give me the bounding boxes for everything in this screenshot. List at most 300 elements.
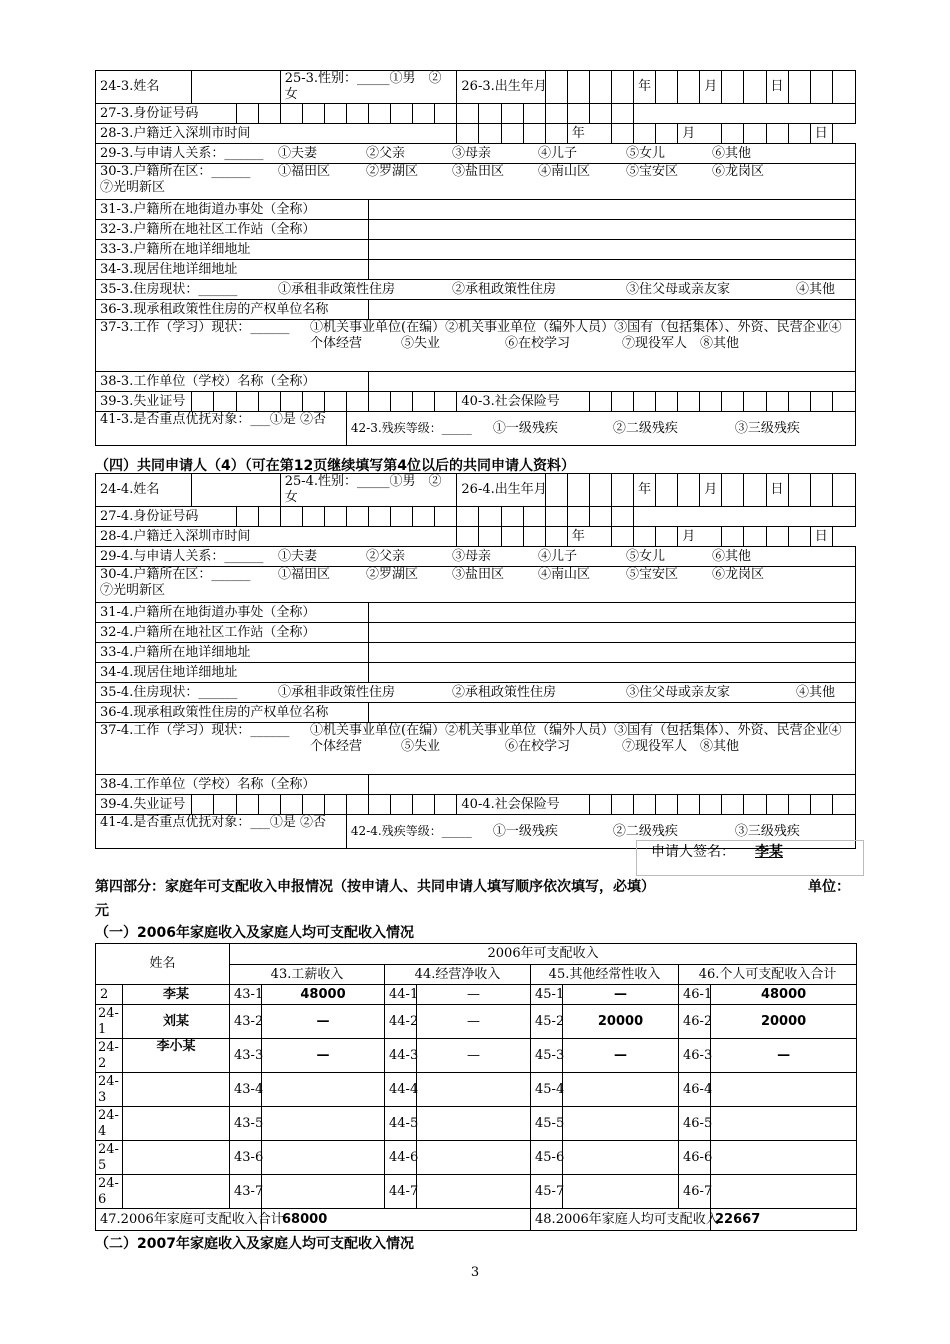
a3-id-digit[interactable] bbox=[302, 104, 324, 124]
a3-social-digit[interactable] bbox=[589, 392, 611, 412]
a4-unemp-digit[interactable] bbox=[346, 795, 368, 815]
a3-dob-cell[interactable] bbox=[810, 71, 832, 104]
a3-gender-label[interactable]: 25-3.性别：_____①男 ②女 bbox=[280, 71, 457, 104]
table-row bbox=[96, 1107, 857, 1141]
a3-dob-cell[interactable] bbox=[722, 71, 744, 104]
a3-housing-label: 35-3.住房现状：______ bbox=[100, 281, 238, 297]
a4-priority[interactable]: 41-4.是否重点优抚对象：___①是 ②否 bbox=[96, 815, 347, 849]
a3-social-digit[interactable] bbox=[744, 392, 766, 412]
a4-work-options[interactable]: ①机关事业单位(在编）②机关事业单位（编外人员）③国有（包括集体）、外资、民营企业④个体经营 ⑤失业 ⑥在校学习 ⑦现役军人 ⑧其他 bbox=[310, 723, 842, 754]
a4-district-row[interactable] bbox=[96, 567, 856, 603]
a3-dob-cell[interactable] bbox=[545, 71, 567, 104]
a3-id-digit[interactable] bbox=[258, 104, 280, 124]
cell-value[interactable]: — bbox=[711, 1039, 857, 1073]
applicant3-table bbox=[95, 70, 856, 446]
a4-unemp-digit[interactable] bbox=[258, 795, 280, 815]
a3-unemp-digit[interactable] bbox=[236, 392, 258, 412]
a4-time-year: 年 bbox=[567, 527, 611, 547]
a3-unemp-digit[interactable] bbox=[391, 392, 413, 412]
a4-dob-cell[interactable] bbox=[589, 474, 611, 507]
cell-code: 45-7 bbox=[531, 1175, 563, 1209]
cell-code: 44-2 bbox=[385, 1005, 417, 1039]
cell-value[interactable] bbox=[711, 1073, 857, 1107]
a4-dob-cell[interactable] bbox=[810, 474, 832, 507]
a4-social-digit[interactable] bbox=[678, 795, 700, 815]
a4-id-digit[interactable] bbox=[523, 507, 545, 527]
a3-dob-cell[interactable] bbox=[744, 71, 766, 104]
a4-id-digit[interactable] bbox=[280, 507, 302, 527]
a3-relation-label: 29-3.与申请人关系：______ bbox=[100, 145, 264, 161]
a4-unemp-digit[interactable] bbox=[435, 795, 457, 815]
a3-month: 月 bbox=[700, 71, 722, 104]
a3-id-digit[interactable] bbox=[236, 104, 258, 124]
a4-district-option[interactable]: ②罗湖区 bbox=[366, 567, 419, 582]
a4-work-label: 37-4.工作（学习）现状：______ bbox=[100, 723, 290, 738]
a4-disability-option[interactable]: ③三级残疾 bbox=[734, 824, 800, 839]
a4-hukou-address-field[interactable] bbox=[369, 643, 856, 663]
a4-current-address-field[interactable] bbox=[369, 663, 856, 683]
a4-year: 年 bbox=[634, 474, 656, 507]
a4-district-option[interactable]: ⑤宝安区 bbox=[626, 567, 679, 582]
total-label: 47.2006年家庭可支配收入合计 bbox=[96, 1209, 262, 1231]
a3-id-digit[interactable] bbox=[523, 104, 545, 124]
cell-code: 46-1 bbox=[679, 985, 711, 1005]
a4-time-cell[interactable] bbox=[501, 527, 523, 547]
a4-relation-option[interactable]: ②父亲 bbox=[366, 548, 406, 564]
row-id: 24-4 bbox=[96, 1107, 123, 1141]
a4-current-address-label: 34-4.现居住地详细地址 bbox=[96, 663, 369, 683]
cell-value[interactable] bbox=[417, 1175, 531, 1209]
a4-dob-cell[interactable] bbox=[545, 474, 567, 507]
a4-owner-field[interactable] bbox=[369, 703, 856, 723]
a4-relation-option[interactable]: ⑤女儿 bbox=[626, 548, 666, 564]
a4-housing-option[interactable]: ②承租政策性住房 bbox=[452, 684, 557, 700]
income-col-header: 43.工薪收入 bbox=[230, 965, 385, 985]
a3-disability-option[interactable]: ②二级残疾 bbox=[612, 421, 678, 436]
a4-hukou-address-label: 33-4.户籍所在地详细地址 bbox=[96, 643, 369, 663]
part4-unit: 单位： bbox=[808, 879, 850, 895]
cell-value[interactable]: — bbox=[417, 985, 531, 1005]
a4-time-cell[interactable] bbox=[523, 527, 545, 547]
a3-unemp-digit[interactable] bbox=[280, 392, 302, 412]
a4-dob-cell[interactable] bbox=[744, 474, 766, 507]
income-group-header: 2006年可支配收入 bbox=[230, 944, 857, 965]
a3-time-cell[interactable] bbox=[788, 124, 810, 144]
a4-work-row[interactable] bbox=[96, 723, 856, 775]
a4-time-month: 月 bbox=[678, 527, 722, 547]
a4-id-digit[interactable] bbox=[236, 507, 258, 527]
a3-id-digit[interactable] bbox=[479, 104, 501, 124]
cell-value[interactable]: 48000 bbox=[711, 985, 857, 1005]
a3-dob-label: 26-3.出生年月 bbox=[457, 71, 545, 104]
a3-housing-option[interactable]: ③住父母或亲友家 bbox=[626, 281, 731, 297]
a3-current-address-field[interactable] bbox=[369, 260, 856, 280]
row-name[interactable]: 李某 bbox=[123, 985, 230, 1005]
a4-housing-row[interactable] bbox=[96, 683, 856, 703]
a3-relation-option[interactable]: ①夫妻 bbox=[278, 145, 318, 161]
a3-name-field[interactable] bbox=[192, 71, 280, 104]
row-id: 24-2 bbox=[96, 1039, 123, 1073]
a3-time-cell[interactable] bbox=[634, 124, 656, 144]
a4-unemp-digit[interactable] bbox=[192, 795, 214, 815]
a4-disability-option[interactable]: ①一级残疾 bbox=[492, 824, 558, 839]
a4-id-digit[interactable] bbox=[589, 507, 611, 527]
a4-relation-option[interactable]: ④儿子 bbox=[538, 548, 578, 564]
a4-employer-field[interactable] bbox=[369, 775, 856, 795]
a4-id-digit[interactable] bbox=[501, 507, 523, 527]
a3-id-digit[interactable] bbox=[545, 104, 567, 124]
total-value[interactable]: 68000 bbox=[262, 1209, 531, 1231]
cell-value[interactable] bbox=[563, 1141, 679, 1175]
a3-time-cell[interactable] bbox=[611, 124, 633, 144]
a4-dob-cell[interactable] bbox=[611, 474, 633, 507]
a4-housing-option[interactable]: ①承租非政策性住房 bbox=[278, 684, 396, 700]
a3-unemp-digit[interactable] bbox=[346, 392, 368, 412]
a3-id-digit[interactable] bbox=[413, 104, 435, 124]
a4-dob-label: 26-4.出生年月 bbox=[457, 474, 545, 507]
a4-social-digit[interactable] bbox=[656, 795, 678, 815]
a4-district-option[interactable]: ⑦光明新区 bbox=[100, 583, 166, 598]
a4-district-option[interactable]: ①福田区 bbox=[278, 567, 331, 582]
a3-street-field[interactable] bbox=[369, 200, 856, 220]
cell-value[interactable] bbox=[417, 1141, 531, 1175]
a3-relation-row[interactable] bbox=[96, 144, 856, 164]
a3-id-digit[interactable] bbox=[567, 104, 589, 124]
a3-relation-option[interactable]: ⑤女儿 bbox=[626, 145, 666, 161]
a3-work-options[interactable]: ①机关事业单位(在编）②机关事业单位（编外人员）③国有（包括集体）、外资、民营企业④个体经营 ⑤失业 ⑥在校学习 ⑦现役军人 ⑧其他 bbox=[310, 320, 842, 351]
a3-id-label: 27-3.身份证号码 bbox=[96, 104, 237, 124]
cell-value[interactable] bbox=[563, 1107, 679, 1141]
a4-id-digit[interactable] bbox=[479, 507, 501, 527]
cell-value[interactable] bbox=[711, 1107, 857, 1141]
cell-value[interactable] bbox=[262, 1141, 385, 1175]
a4-unemp-digit[interactable] bbox=[214, 795, 236, 815]
a3-unemp-digit[interactable] bbox=[192, 392, 214, 412]
a3-time-cell[interactable] bbox=[766, 124, 788, 144]
cell-code: 43-6 bbox=[230, 1141, 262, 1175]
a3-housing-option[interactable]: ②承租政策性住房 bbox=[452, 281, 557, 297]
a3-social-digit[interactable] bbox=[634, 392, 656, 412]
a4-social-digit[interactable] bbox=[700, 795, 722, 815]
a4-social-digit[interactable] bbox=[810, 795, 832, 815]
cell-value[interactable]: — bbox=[262, 1005, 385, 1039]
a4-housing-option[interactable]: ④其他 bbox=[796, 684, 836, 700]
a4-disability-option[interactable]: ②二级残疾 bbox=[612, 824, 678, 839]
a4-relation-row[interactable] bbox=[96, 547, 856, 567]
sub2-title: （二）2007年家庭收入及家庭人均可支配收入情况 bbox=[95, 1236, 414, 1252]
cell-value[interactable] bbox=[711, 1141, 857, 1175]
a3-dob-cell[interactable] bbox=[611, 71, 633, 104]
cell-code: 44-3 bbox=[385, 1039, 417, 1073]
a3-time-cell[interactable] bbox=[656, 124, 678, 144]
signature-label: 申请人签名： bbox=[651, 844, 735, 860]
cell-value[interactable] bbox=[563, 1175, 679, 1209]
a3-social-digit[interactable] bbox=[788, 392, 810, 412]
row-id: 24-1 bbox=[96, 1005, 123, 1039]
a3-id-digit[interactable] bbox=[280, 104, 302, 124]
cell-value[interactable]: — bbox=[262, 1039, 385, 1073]
a4-name-label: 24-4.姓名 bbox=[96, 474, 192, 507]
cell-code: 46-7 bbox=[679, 1175, 711, 1209]
a3-id-digit[interactable] bbox=[369, 104, 391, 124]
a3-disability-row[interactable] bbox=[346, 412, 855, 446]
a4-social-digit[interactable] bbox=[589, 795, 611, 815]
a3-unemp-digit[interactable] bbox=[435, 392, 457, 412]
cell-code: 44-1 bbox=[385, 985, 417, 1005]
cell-value[interactable] bbox=[711, 1175, 857, 1209]
a3-dob-cell[interactable] bbox=[678, 71, 700, 104]
a3-social-digit[interactable] bbox=[722, 392, 744, 412]
a3-id-digit[interactable] bbox=[589, 104, 611, 124]
a4-time-cell[interactable] bbox=[722, 527, 744, 547]
a4-time-cell[interactable] bbox=[479, 527, 501, 547]
row-name[interactable]: 李小某 bbox=[123, 1039, 230, 1073]
a3-community-field[interactable] bbox=[369, 220, 856, 240]
cell-code: 46-4 bbox=[679, 1073, 711, 1107]
a4-time-cell[interactable] bbox=[545, 527, 567, 547]
a4-id-digit[interactable] bbox=[302, 507, 324, 527]
a3-district-option[interactable]: ⑦光明新区 bbox=[100, 180, 166, 195]
a3-district-label: 30-3.户籍所在区：______ bbox=[100, 164, 251, 179]
a3-social-digit[interactable] bbox=[656, 392, 678, 412]
a4-relation-option[interactable]: ①夫妻 bbox=[278, 548, 318, 564]
cell-value[interactable] bbox=[262, 1175, 385, 1209]
a3-time-cell[interactable] bbox=[457, 124, 479, 144]
a3-district-option[interactable]: ①福田区 bbox=[278, 164, 331, 179]
a4-name-field[interactable] bbox=[192, 474, 280, 507]
a4-time-cell[interactable] bbox=[766, 527, 788, 547]
a4-social-digit[interactable] bbox=[788, 795, 810, 815]
a4-unemp-digit[interactable] bbox=[302, 795, 324, 815]
cell-code: 45-1 bbox=[531, 985, 563, 1005]
cell-value[interactable] bbox=[417, 1073, 531, 1107]
a3-id-digit[interactable] bbox=[324, 104, 346, 124]
a3-unemp-digit[interactable] bbox=[369, 392, 391, 412]
a3-dob-cell[interactable] bbox=[589, 71, 611, 104]
a4-month: 月 bbox=[700, 474, 722, 507]
a4-id-digit[interactable] bbox=[611, 507, 633, 527]
signature-box[interactable] bbox=[636, 840, 864, 876]
a3-housing-option[interactable]: ④其他 bbox=[796, 281, 836, 297]
a3-social-digit[interactable] bbox=[678, 392, 700, 412]
a3-work-row[interactable] bbox=[96, 320, 856, 372]
cell-value[interactable]: 48000 bbox=[262, 985, 385, 1005]
a4-id-digit[interactable] bbox=[324, 507, 346, 527]
table-row bbox=[96, 1039, 857, 1073]
a3-social-digit[interactable] bbox=[810, 392, 832, 412]
a4-dob-cell[interactable] bbox=[722, 474, 744, 507]
a4-time-cell[interactable] bbox=[611, 527, 633, 547]
a3-unemp-digit[interactable] bbox=[302, 392, 324, 412]
a4-dob-cell[interactable] bbox=[678, 474, 700, 507]
a3-housing-row[interactable] bbox=[96, 280, 856, 300]
a3-district-row[interactable] bbox=[96, 164, 856, 200]
cell-code: 46-2 bbox=[679, 1005, 711, 1039]
a4-community-field[interactable] bbox=[369, 623, 856, 643]
a4-dob-cell[interactable] bbox=[832, 474, 855, 507]
a3-owner-field[interactable] bbox=[369, 300, 856, 320]
a4-relation-option[interactable]: ⑥其他 bbox=[712, 548, 752, 564]
avg-value[interactable]: 22667 bbox=[711, 1209, 857, 1231]
a3-relation-option[interactable]: ③母亲 bbox=[452, 145, 492, 161]
row-id: 24-3 bbox=[96, 1073, 123, 1107]
a4-id-digit[interactable] bbox=[567, 507, 589, 527]
cell-value[interactable]: — bbox=[563, 985, 679, 1005]
a3-employer-label: 38-3.工作单位（学校）名称（全称） bbox=[96, 372, 369, 392]
a3-unemp-label: 39-3.失业证号 bbox=[96, 392, 192, 412]
a4-time-cell[interactable] bbox=[744, 527, 766, 547]
a3-disability-option[interactable]: ①一级残疾 bbox=[492, 421, 558, 436]
a4-district-option[interactable]: ③盐田区 bbox=[452, 567, 505, 582]
a4-time-cell[interactable] bbox=[656, 527, 678, 547]
a4-relation-option[interactable]: ③母亲 bbox=[452, 548, 492, 564]
cell-code: 45-2 bbox=[531, 1005, 563, 1039]
a4-community-label: 32-4.户籍所在地社区工作站（全称） bbox=[96, 623, 369, 643]
cell-value[interactable]: — bbox=[417, 1005, 531, 1039]
a4-time-cell[interactable] bbox=[457, 527, 479, 547]
part4-unit-2: 元 bbox=[95, 903, 109, 919]
a4-unemp-digit[interactable] bbox=[324, 795, 346, 815]
cell-value[interactable]: — bbox=[563, 1039, 679, 1073]
a3-relation-option[interactable]: ②父亲 bbox=[366, 145, 406, 161]
a3-district-option[interactable]: ⑥龙岗区 bbox=[712, 164, 765, 179]
a3-id-digit[interactable] bbox=[457, 104, 479, 124]
a4-time-cell[interactable] bbox=[788, 527, 810, 547]
a3-dob-cell[interactable] bbox=[567, 71, 589, 104]
a3-employer-field[interactable] bbox=[369, 372, 856, 392]
row-id: 24-6 bbox=[96, 1175, 123, 1209]
a4-unemp-digit[interactable] bbox=[236, 795, 258, 815]
a3-time-cell[interactable] bbox=[523, 124, 545, 144]
a3-relation-option[interactable]: ⑥其他 bbox=[712, 145, 752, 161]
a3-social-digit[interactable] bbox=[611, 392, 633, 412]
cell-code: 43-2 bbox=[230, 1005, 262, 1039]
a4-unemp-digit[interactable] bbox=[391, 795, 413, 815]
a3-relation-option[interactable]: ④儿子 bbox=[538, 145, 578, 161]
a3-district-option[interactable]: ③盐田区 bbox=[452, 164, 505, 179]
a4-id-digit[interactable] bbox=[391, 507, 413, 527]
a3-housing-option[interactable]: ①承租非政策性住房 bbox=[278, 281, 396, 297]
a3-time-cell[interactable] bbox=[501, 124, 523, 144]
a4-unemp-digit[interactable] bbox=[280, 795, 302, 815]
a3-community-label: 32-3.户籍所在地社区工作站（全称） bbox=[96, 220, 369, 240]
a4-dob-cell[interactable] bbox=[567, 474, 589, 507]
a4-unemp-digit[interactable] bbox=[369, 795, 391, 815]
cell-value[interactable] bbox=[417, 1107, 531, 1141]
a4-district-option[interactable]: ④南山区 bbox=[538, 567, 591, 582]
a3-id-digit[interactable] bbox=[435, 104, 457, 124]
a4-housing-option[interactable]: ③住父母或亲友家 bbox=[626, 684, 731, 700]
row-name[interactable] bbox=[123, 1107, 230, 1141]
a3-id-digit[interactable] bbox=[611, 104, 633, 124]
a4-dob-cell[interactable] bbox=[656, 474, 678, 507]
a3-unemp-digit[interactable] bbox=[258, 392, 280, 412]
a4-id-blank bbox=[634, 507, 856, 527]
table-row bbox=[96, 985, 857, 1005]
avg-label: 48.2006年家庭人均可支配收入 bbox=[531, 1209, 711, 1231]
a3-time-cell[interactable] bbox=[545, 124, 567, 144]
row-name[interactable] bbox=[123, 1073, 230, 1107]
a4-id-digit[interactable] bbox=[369, 507, 391, 527]
a3-time-cell[interactable] bbox=[744, 124, 766, 144]
a4-social-digit[interactable] bbox=[611, 795, 633, 815]
a4-street-field[interactable] bbox=[369, 603, 856, 623]
a3-id-digit[interactable] bbox=[346, 104, 368, 124]
a4-unemp-label: 39-4.失业证号 bbox=[96, 795, 192, 815]
cell-value[interactable] bbox=[262, 1073, 385, 1107]
a3-social-digit[interactable] bbox=[832, 392, 855, 412]
a4-id-digit[interactable] bbox=[413, 507, 435, 527]
a3-priority[interactable]: 41-3.是否重点优抚对象：___①是 ②否 bbox=[96, 412, 347, 446]
applicant4-table bbox=[95, 473, 856, 849]
a3-unemp-digit[interactable] bbox=[413, 392, 435, 412]
a3-id-digit[interactable] bbox=[391, 104, 413, 124]
a3-hukou-address-field[interactable] bbox=[369, 240, 856, 260]
cell-value[interactable] bbox=[262, 1107, 385, 1141]
a3-social-digit[interactable] bbox=[700, 392, 722, 412]
a4-day: 日 bbox=[766, 474, 788, 507]
a3-dob-cell[interactable] bbox=[656, 71, 678, 104]
table-row bbox=[96, 1141, 857, 1175]
a3-district-option[interactable]: ②罗湖区 bbox=[366, 164, 419, 179]
a3-district-option[interactable]: ⑤宝安区 bbox=[626, 164, 679, 179]
a3-time-cell[interactable] bbox=[722, 124, 744, 144]
a4-id-digit[interactable] bbox=[258, 507, 280, 527]
a3-social-digit[interactable] bbox=[766, 392, 788, 412]
income-name-header: 姓名 bbox=[96, 944, 230, 985]
a4-social-digit[interactable] bbox=[832, 795, 855, 815]
a4-social-label: 40-4.社会保险号 bbox=[457, 795, 590, 815]
cell-code: 44-6 bbox=[385, 1141, 417, 1175]
a4-id-digit[interactable] bbox=[346, 507, 368, 527]
a4-social-digit[interactable] bbox=[744, 795, 766, 815]
a3-id-digit[interactable] bbox=[501, 104, 523, 124]
a4-gender-label[interactable]: 25-4.性别：_____①男 ②女 bbox=[280, 474, 457, 507]
a4-id-digit[interactable] bbox=[545, 507, 567, 527]
a4-housing-label: 35-4.住房现状：______ bbox=[100, 684, 238, 700]
a4-dob-cell[interactable] bbox=[788, 474, 810, 507]
a3-day: 日 bbox=[766, 71, 788, 104]
row-name[interactable]: 刘某 bbox=[123, 1005, 230, 1039]
a3-district-option[interactable]: ④南山区 bbox=[538, 164, 591, 179]
row-name[interactable] bbox=[123, 1141, 230, 1175]
cell-value[interactable] bbox=[563, 1073, 679, 1107]
a3-owner-label: 36-3.现承租政策性住房的产权单位名称 bbox=[96, 300, 369, 320]
a4-district-option[interactable]: ⑥龙岗区 bbox=[712, 567, 765, 582]
a4-unemp-digit[interactable] bbox=[413, 795, 435, 815]
signature-name[interactable]: 李某 bbox=[755, 844, 783, 860]
table-row bbox=[96, 1175, 857, 1209]
a3-unemp-digit[interactable] bbox=[214, 392, 236, 412]
a4-social-digit[interactable] bbox=[766, 795, 788, 815]
a3-time-cell[interactable] bbox=[479, 124, 501, 144]
a4-id-digit[interactable] bbox=[435, 507, 457, 527]
a4-time-day: 日 bbox=[810, 527, 832, 547]
a3-unemp-digit[interactable] bbox=[324, 392, 346, 412]
cell-value[interactable]: — bbox=[417, 1039, 531, 1073]
cell-value[interactable]: 20000 bbox=[563, 1005, 679, 1039]
cell-value[interactable]: 20000 bbox=[711, 1005, 857, 1039]
table-row bbox=[96, 1005, 857, 1039]
a3-dob-cell[interactable] bbox=[832, 71, 855, 104]
row-name[interactable] bbox=[123, 1175, 230, 1209]
a4-social-digit[interactable] bbox=[722, 795, 744, 815]
a3-disability-option[interactable]: ③三级残疾 bbox=[734, 421, 800, 436]
a4-id-digit[interactable] bbox=[457, 507, 479, 527]
a3-dob-cell[interactable] bbox=[788, 71, 810, 104]
a4-time-cell[interactable] bbox=[634, 527, 656, 547]
a4-social-digit[interactable] bbox=[634, 795, 656, 815]
